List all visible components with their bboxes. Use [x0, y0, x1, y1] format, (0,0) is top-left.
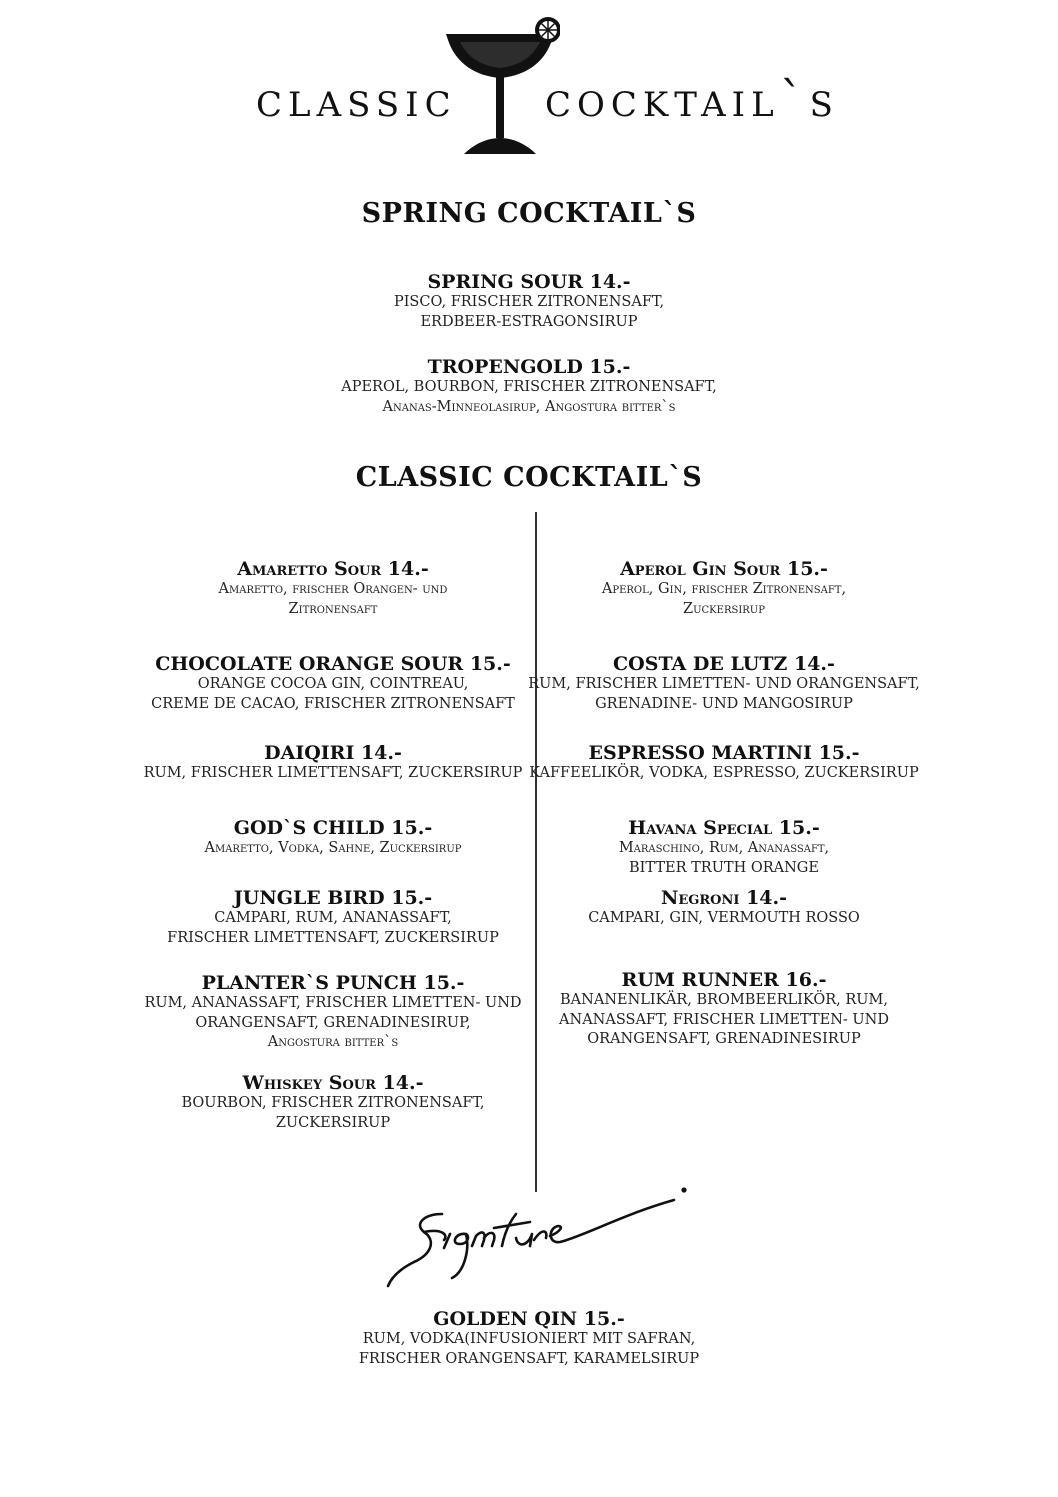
item-desc: CAMPARI, RUM, ANANASSAFT,: [214, 910, 452, 926]
item-desc: RUM, FRISCHER LIMETTENSAFT, ZUCKERSIRUP: [143, 765, 523, 781]
section-title-classic: CLASSIC COCKTAIL`S: [355, 462, 703, 493]
item-desc: KAFFEELIKÖR, VODKA, ESPRESSO, ZUCKERSIRUP: [529, 765, 919, 781]
item-desc: Aperol, Gin, frischer Zitronensaft,: [601, 581, 847, 597]
item-desc: FRISCHER LIMETTENSAFT, ZUCKERSIRUP: [167, 929, 499, 946]
item-desc: ANANASSAFT, FRISCHER LIMETTEN- UND: [559, 1011, 889, 1028]
menu-item: [521, 653, 927, 714]
menu-item: [521, 887, 927, 929]
menu-item: [130, 742, 536, 784]
item-desc: RUM, ANANASSAFT, FRISCHER LIMETTEN- UND: [144, 995, 522, 1011]
item-desc: Zuckersirup: [683, 600, 765, 617]
item-name: Amaretto Sour 14.-: [237, 558, 429, 580]
section-title-spring: SPRING COCKTAIL`S: [361, 198, 697, 229]
item-desc: ORANGENSAFT, GRENADINESIRUP: [587, 1031, 861, 1047]
item-desc: BANANENLIKÄR, BROMBEERLIKÖR, RUM,: [560, 992, 888, 1008]
item-desc: Ananas-Minneolasirup, Angostura bitter`s: [382, 398, 676, 415]
cocktail-glass-icon: [440, 14, 560, 162]
menu-item: [130, 887, 536, 948]
item-name: Aperol Gin Sour 15.-: [620, 558, 828, 580]
item-name: Havana Special 15.-: [628, 817, 820, 839]
menu-item: [521, 558, 927, 619]
item-desc: RUM, VODKA(INFUSIONIERT MIT SAFRAN,: [362, 1331, 696, 1347]
item-desc: APEROL, BOURBON, FRISCHER ZITRONENSAFT,: [341, 379, 717, 395]
menu-item: [130, 972, 536, 1053]
item-name: Negroni 14.-: [660, 887, 788, 909]
item-desc: BOURBON, FRISCHER ZITRONENSAFT,: [181, 1095, 485, 1111]
item-name: PLANTER`S PUNCH 15.-: [201, 972, 465, 994]
menu-item: [130, 817, 536, 859]
menu-item: [229, 1308, 829, 1369]
menu-item: [521, 817, 927, 878]
item-desc: PISCO, FRISCHER ZITRONENSAFT,: [393, 294, 665, 310]
item-name: DAIQIRI 14.-: [264, 742, 402, 764]
menu-item: [130, 653, 536, 714]
item-desc: Amaretto, Vodka, Sahne, Zuckersirup: [204, 840, 462, 856]
item-desc: BITTER TRUTH ORANGE: [629, 859, 819, 876]
item-name: COSTA DE LUTZ 14.-: [613, 653, 835, 675]
item-desc: CREME DE CACAO, FRISCHER ZITRONENSAFT: [151, 695, 515, 712]
logo-word-cocktails: cocktail`s: [545, 72, 839, 128]
item-desc: GRENADINE- UND MANGOSIRUP: [595, 695, 853, 712]
item-desc: RUM, FRISCHER LIMETTEN- UND ORANGENSAFT,: [528, 676, 920, 692]
menu-item: [229, 356, 829, 417]
menu-item: [130, 1072, 536, 1133]
item-desc: Amaretto, frischer Orangen- und: [218, 581, 448, 597]
item-desc: ORANGE COCOA GIN, COINTREAU,: [197, 676, 469, 692]
menu-item: [521, 742, 927, 784]
item-desc: ERDBEER-ESTRAGONSIRUP: [420, 313, 638, 330]
item-desc: ORANGENSAFT, GRENADINESIRUP,: [195, 1014, 471, 1031]
item-name: ESPRESSO MARTINI 15.-: [588, 742, 860, 764]
item-name: CHOCOLATE ORANGE SOUR 15.-: [155, 653, 511, 675]
item-name: Whiskey Sour 14.-: [242, 1072, 424, 1094]
item-name: GOLDEN QIN 15.-: [433, 1308, 625, 1330]
item-desc: Zitronensaft: [288, 600, 378, 617]
item-desc: FRISCHER ORANGENSAFT, KARAMELSIRUP: [358, 1350, 700, 1367]
item-name: SPRING SOUR 14.-: [427, 271, 631, 293]
item-name: JUNGLE BIRD 15.-: [233, 887, 433, 909]
item-desc: Angostura bitter`s: [267, 1034, 399, 1050]
logo-word-classic: classic: [256, 72, 457, 128]
item-desc: ZUCKERSIRUP: [275, 1114, 391, 1131]
menu-item: [229, 271, 829, 332]
item-name: TROPENGOLD 15.-: [427, 356, 631, 378]
signature-script-image: [384, 1180, 694, 1294]
item-desc: CAMPARI, GIN, VERMOUTH ROSSO: [588, 910, 860, 926]
menu-item: [521, 969, 927, 1050]
menu-item: [130, 558, 536, 619]
item-name: RUM RUNNER 16.-: [621, 969, 827, 991]
item-desc: Maraschino, Rum, Ananassaft,: [618, 840, 830, 856]
item-name: GOD`S CHILD 15.-: [233, 817, 433, 839]
